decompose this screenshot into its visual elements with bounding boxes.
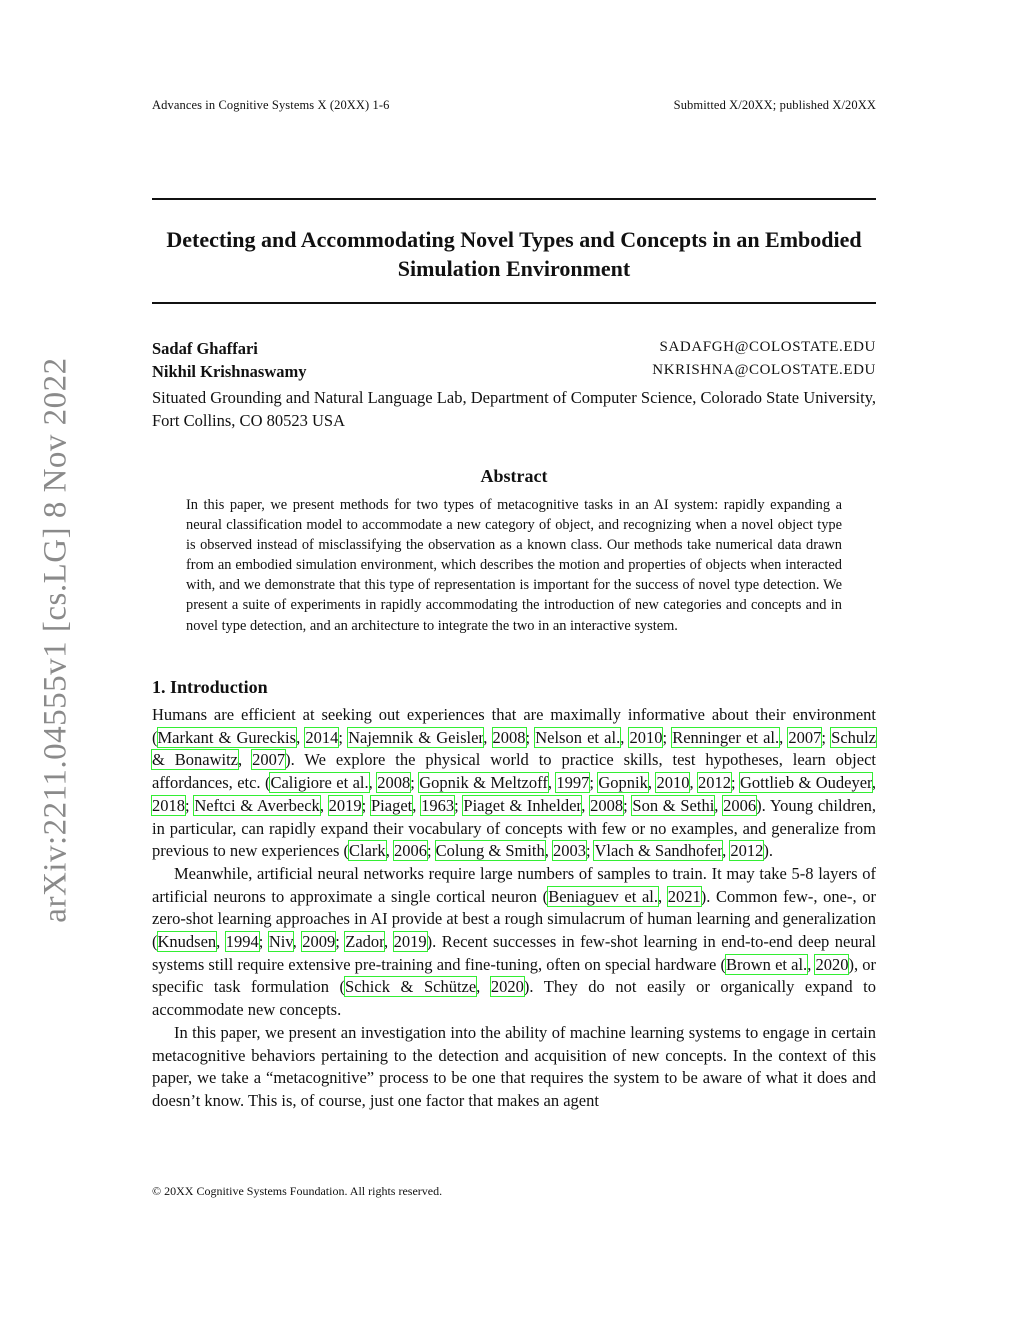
citation-link[interactable]: 2018 <box>152 795 185 815</box>
citation-link[interactable]: Clark <box>349 841 386 861</box>
body-text: , <box>714 795 724 815</box>
title-rule-bottom <box>152 302 876 304</box>
body-text: , <box>384 932 394 952</box>
citation-link[interactable]: 2021 <box>667 886 701 906</box>
body-text: ; <box>258 932 269 952</box>
body-text: , <box>368 773 378 793</box>
body-text: , <box>296 727 306 747</box>
citation-link[interactable]: 2010 <box>629 727 663 747</box>
body-text: ; <box>410 773 420 793</box>
paragraph <box>152 1022 876 1113</box>
citation-link[interactable]: Caligiore et al. <box>270 773 369 793</box>
citation-link[interactable]: 2008 <box>492 727 526 747</box>
citation-link[interactable]: Najemnik & Geisler <box>348 727 484 747</box>
paragraph <box>152 863 876 1022</box>
body-text: , <box>581 795 591 815</box>
citation-link[interactable]: 1997 <box>556 773 590 793</box>
body-text: ; <box>185 795 195 815</box>
citation-link[interactable]: 2007 <box>252 750 286 770</box>
citation-link[interactable]: 2014 <box>305 727 339 747</box>
citation-link[interactable]: 2019 <box>328 795 362 815</box>
body-text: ; <box>589 773 599 793</box>
body-text: , <box>871 773 877 793</box>
body-text: , <box>779 727 789 747</box>
body-text: , <box>544 841 554 861</box>
running-head-right: Submitted X/20XX; published X/20XX <box>673 98 876 112</box>
body-text: ; <box>586 841 595 861</box>
body-text: In this paper, we present an investigation into the ability of machine learning systems to engage in certain metacognitive behaviors pertaining to the detection and acquisition of new concepts. In the context of this paper, we take a “metacognitive” process to be one that requires the system to be aware of what it does and doesn’t know. This is, of course, just one factor that makes an agent <box>152 1022 876 1110</box>
body-text: ; <box>338 727 349 747</box>
citation-link[interactable]: Gottlieb & Oudeyer <box>740 773 872 793</box>
abstract-heading: Abstract <box>480 466 548 486</box>
copyright-notice: © 20XX Cognitive Systems Foundation. All rights reserved. <box>152 1184 443 1198</box>
author-row <box>152 339 876 359</box>
citation-link[interactable]: Renninger et al. <box>672 727 780 747</box>
body-text: , <box>658 886 668 906</box>
citation-link[interactable]: Vlach & Sandhofer <box>594 841 723 861</box>
citation-link[interactable]: 2020 <box>815 954 849 974</box>
citation-link[interactable]: Niv <box>268 932 293 952</box>
body-text: , <box>807 954 816 974</box>
citation-link[interactable]: Nelson et al. <box>535 727 621 747</box>
body-text: ). They do not easily or organically expand to accommodate new concepts. <box>152 977 876 1020</box>
citation-link[interactable]: 1963 <box>421 795 455 815</box>
citation-link[interactable]: 2006 <box>393 841 427 861</box>
citation-link[interactable]: Brown et al. <box>726 954 808 974</box>
body-text: , <box>689 773 698 793</box>
author-row <box>152 362 876 382</box>
body-text: , <box>216 932 226 952</box>
body-text: Meanwhile, artificial neural networks require large numbers of samples to train. It may take 5-8 layers of artificial neurons to approximate a single cortical neuron ( <box>152 863 876 906</box>
citation-link[interactable]: 2012 <box>697 773 731 793</box>
citation-link[interactable]: 2019 <box>393 932 427 952</box>
title-rule-top <box>152 198 876 200</box>
body-text: ). We explore the physical world to practice skills, test hypotheses, learn object affordances, etc. ( <box>152 750 876 793</box>
citation-link[interactable]: 2003 <box>553 841 587 861</box>
body-text: ; <box>821 727 832 747</box>
author-email[interactable]: NKRISHNA@COLOSTATE.EDU <box>652 362 876 378</box>
citation-link[interactable]: Son & Sethi <box>632 795 715 815</box>
citation-link[interactable]: 2007 <box>788 727 822 747</box>
introduction-body <box>152 704 876 1113</box>
body-text: , <box>483 727 493 747</box>
citation-link[interactable]: 1994 <box>225 932 259 952</box>
paragraph <box>152 704 876 863</box>
citation-link[interactable]: 2012 <box>730 841 764 861</box>
body-text: ; <box>361 795 371 815</box>
body-text: , <box>547 773 557 793</box>
body-text: , <box>647 773 657 793</box>
body-text: ; <box>426 841 436 861</box>
citation-link[interactable]: Schulz & Bonawitz <box>152 727 877 770</box>
body-text: , <box>412 795 422 815</box>
body-text: ), or specific task formulation ( <box>152 954 877 997</box>
abstract-text: In this paper, we present methods for two types of metacognitive tasks in an AI system: rapidly expanding a neural classification model to accommodate a new category of object, and recognizing when a novel object type is observed instead of misclassifying the observation as a known class. Our methods take numerical data drawn from an embodied simulation environment, which describes the motion and properties of objects when interacted with, and we demonstrate that this type of representation is important for the success of novel type detection. We present a suite of experiments in rapidly accommodating the introduction of new categories and concepts and in novel type detection, and an architecture to integrate the two in an interactive system. <box>186 497 842 634</box>
body-text: ; <box>525 727 536 747</box>
citation-link[interactable]: Neftci & Averbeck <box>194 795 320 815</box>
citation-link[interactable]: 2020 <box>490 977 524 997</box>
body-text: , <box>292 932 303 952</box>
section-heading-introduction: 1. Introduction <box>152 677 268 697</box>
arxiv-watermark: arXiv:2211.04555v1 [cs.LG] 8 Nov 2022 <box>37 357 74 923</box>
body-text: , <box>319 795 329 815</box>
body-text: , <box>238 750 253 770</box>
citation-link[interactable]: Zador <box>345 932 385 952</box>
body-text: , <box>385 841 394 861</box>
citation-link[interactable]: 2009 <box>302 932 336 952</box>
citation-link[interactable]: Beniaguev et al. <box>548 886 658 906</box>
citation-link[interactable]: Schick & Schütze <box>345 977 477 997</box>
paper-title: Detecting and Accommodating Novel Types and Concepts in an Embodied Simulation Environment <box>166 227 862 281</box>
body-text: , <box>476 977 491 997</box>
running-head-left: Advances in Cognitive Systems X (20XX) 1-6 <box>152 98 390 112</box>
citation-link[interactable]: Piaget <box>370 795 413 815</box>
body-text: ; <box>623 795 633 815</box>
author-email[interactable]: SADAFGH@COLOSTATE.EDU <box>659 339 876 355</box>
body-text: ; <box>730 773 740 793</box>
citation-link[interactable]: 2008 <box>377 773 411 793</box>
body-text: ). <box>763 841 773 861</box>
body-text: ). Young children, in particular, can rapidly expand their vocabulary of concepts with few or no examples, and generalize from previous to new experiences ( <box>152 795 877 861</box>
affiliation: Situated Grounding and Natural Language Lab, Department of Computer Science, Colorado State University, Fort Collins, CO 80523 USA <box>152 388 876 430</box>
citation-link[interactable]: 2008 <box>590 795 624 815</box>
citation-link[interactable]: Gopnik & Meltzoff <box>419 773 548 793</box>
citation-link[interactable]: Knudsen <box>157 932 217 952</box>
body-text: ). Recent successes in few-shot learning in end-to-end deep neural systems still require extensive pre-training and fine-tuning, often on special hardware ( <box>152 932 877 974</box>
citation-link[interactable]: 2006 <box>723 795 757 815</box>
body-text: ). Common few-, one-, or zero-shot learning approaches in AI provide at best a rough simulacrum of human learning and generalization ( <box>152 886 876 952</box>
body-text: ; <box>335 932 346 952</box>
citation-link[interactable]: Gopnik <box>598 773 648 793</box>
body-text: , <box>722 841 731 861</box>
author-name: Nikhil Krishnaswamy <box>152 362 307 381</box>
citation-link[interactable]: Piaget & Inhelder <box>463 795 582 815</box>
author-name: Sadaf Ghaffari <box>152 339 258 358</box>
body-text: ; <box>454 795 464 815</box>
body-text: ; <box>662 727 673 747</box>
body-text: Humans are efficient at seeking out experiences that are maximally informative about their environment ( <box>152 705 876 747</box>
citation-link[interactable]: Markant & Gureckis <box>157 727 297 747</box>
body-text: , <box>620 727 630 747</box>
citation-link[interactable]: 2010 <box>656 773 690 793</box>
citation-link[interactable]: Colung & Smith <box>435 841 545 861</box>
